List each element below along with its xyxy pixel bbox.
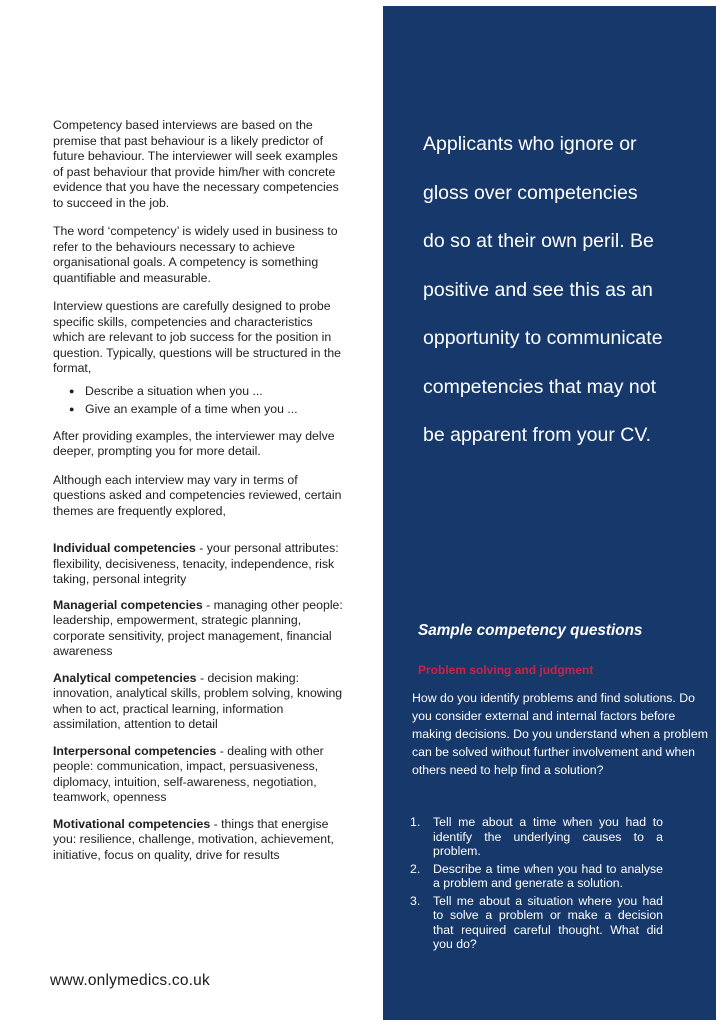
question-item: 2. Describe a time when you had to analyse a problem and generate a solution. xyxy=(410,861,663,890)
competency-individual: Individual competencies - your personal attributes: flexibility, decisiveness, tenacity, independence, risk taking, personal integrity xyxy=(53,541,339,586)
left-column xyxy=(53,118,343,863)
intro-paragraph: Competency based interviews are based on the premise that past behaviour is a likely predictor of future behaviour. The interviewer will seek examples of past behaviour that provide him/her with concrete evidence that you have the necessary competencies to succeed in the job. xyxy=(53,118,339,210)
competency-interpersonal: Interpersonal competencies - dealing with other people: communication, impact, persuasiveness, diplomacy, intuition, self-awareness, negotiation, teamwork, openness xyxy=(53,743,324,804)
section-description: How do you identify problems and find solutions. Do you consider external and internal factors before making decisions. Do you understand when a problem can be solved without further involvement and when others need to help find a solution? xyxy=(412,691,708,777)
section-heading: Problem solving and judgment xyxy=(418,663,594,677)
format-list xyxy=(53,382,343,418)
format-item: ● Describe a situation when you ... xyxy=(53,382,343,400)
quote-panel xyxy=(383,6,716,600)
pull-quote: Applicants who ignore or gloss over competencies do so at their own peril. Be positive and see this as an opportunity to communicate competencies that may not be apparent from your CV. xyxy=(423,133,663,446)
question-list xyxy=(410,815,663,955)
format-item: ● Give an example of a time when you ... xyxy=(53,400,343,418)
competency-managerial: Managerial competencies - managing other people: leadership, empowerment, strategic planning, corporate sensitivity, project management, financial awareness xyxy=(53,597,343,658)
definition-paragraph: The word ‘competency’ is widely used in business to refer to the behaviours necessary to achieve organisational goals. A competency is something quantifiable and measurable. xyxy=(53,224,338,285)
question-item: 1. Tell me about a time when you had to identify the underlying causes to a problem. xyxy=(410,815,663,858)
question-item: 3. Tell me about a situation where you had to solve a problem or make a decision that required careful thought. What did you do? xyxy=(410,893,663,951)
competency-motivational: Motivational competencies - things that energise you: resilience, challenge, motivation, achievement, initiative, focus on quality, drive for results xyxy=(53,816,334,862)
competency-analytical: Analytical competencies - decision making: innovation, analytical skills, problem solving, knowing when to act, practical learning, information assimilation, attention to detail xyxy=(53,670,343,731)
sample-questions-heading: Sample competency questions xyxy=(418,622,643,639)
website-url: www.onlymedics.co.uk xyxy=(50,972,210,989)
follow-up-paragraph: After providing examples, the interviewer may delve deeper, prompting you for more detail. xyxy=(53,428,335,458)
themes-paragraph: Although each interview may vary in terms of questions asked and competencies reviewed, certain themes are frequently explored, xyxy=(53,472,342,518)
questions-paragraph: Interview questions are carefully designed to probe specific skills, competencies and characteristics which are relevant to job success for the position in question. Typically, questions will be structured in the format, xyxy=(53,299,341,375)
